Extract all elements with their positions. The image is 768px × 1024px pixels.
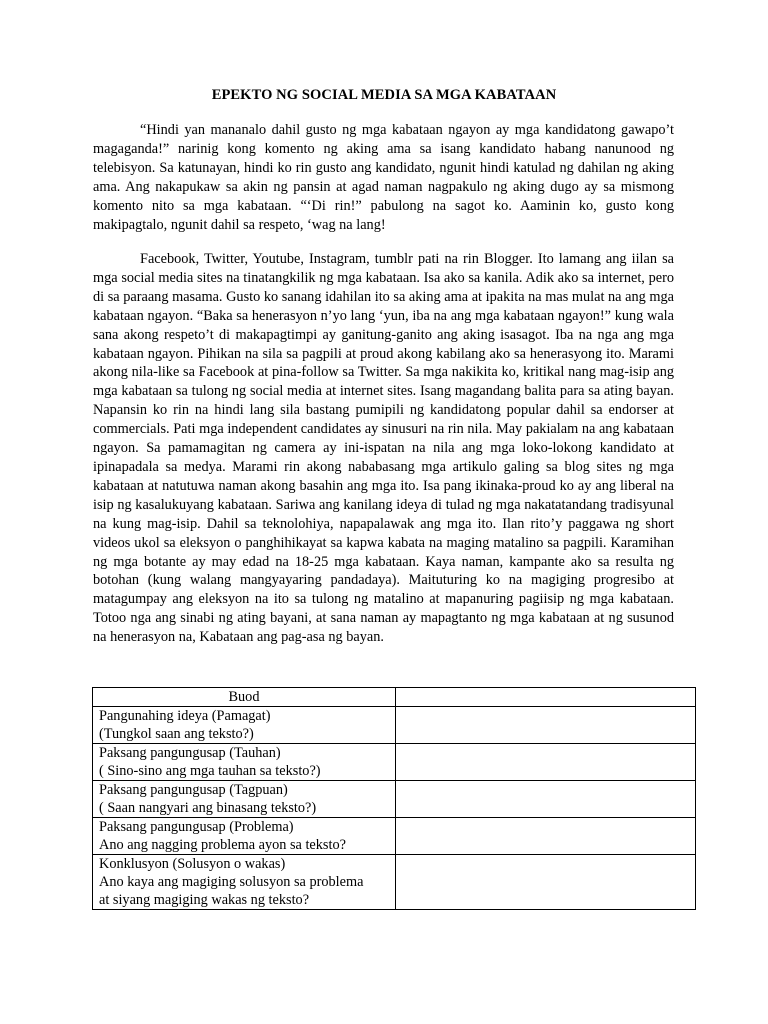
row-prompt-tagpuan (93, 781, 396, 818)
answer-cell-konklusyon[interactable] (396, 855, 696, 910)
row-prompt-tauhan (93, 744, 396, 781)
summary-table-header-blank (396, 688, 696, 707)
prompt-heading: Konklusyon (Solusyon o wakas) (99, 856, 286, 872)
table-row (93, 744, 696, 781)
prompt-question: Ano ang nagging problema ayon sa teksto? (99, 837, 346, 853)
prompt-question: ( Saan nangyari ang binasang teksto?) (99, 800, 317, 816)
document-title: EPEKTO NG SOCIAL MEDIA SA MGA KABATAAN (211, 87, 557, 103)
answer-cell-problema[interactable] (396, 818, 696, 855)
answer-cell-tagpuan[interactable] (396, 781, 696, 818)
row-prompt-konklusyon (93, 855, 396, 910)
table-row (93, 818, 696, 855)
paragraph-1: “Hindi yan mananalo dahil gusto ng mga kabataan ngayon ay mga kandidatong gawapo’t magaganda!” narinig kong komento ng aking ama sa isang kandidato habang nanunood ng telebisyon. Sa katunayan, hindi ko rin gusto ang kandidato, ngunit hindi katulad ng dahilan ng aking ama. Ang nakapukaw sa akin ng pansin at agad naman nagpakulo ng aking dugo ay sa mismong komento nito sa mga kabataan. “‘Di rin!” pabulong na sagot ko. Aaminin ko, gusto kong makipagtalo, ngunit dahil sa respeto, ‘wag na lang! (93, 122, 674, 233)
prompt-question: (Tungkol saan ang teksto?) (99, 726, 254, 742)
prompt-heading: Pangunahing ideya (Pamagat) (99, 708, 271, 724)
answer-cell-tauhan[interactable] (396, 744, 696, 781)
row-prompt-problema (93, 818, 396, 855)
prompt-question: Ano kaya ang magiging solusyon sa problema (99, 874, 364, 890)
table-row (93, 781, 696, 818)
table-row (93, 855, 696, 910)
table-row (93, 707, 696, 744)
prompt-heading: Paksang pangungusap (Tauhan) (99, 745, 281, 761)
prompt-question-cont: at siyang magiging wakas ng teksto? (99, 892, 310, 908)
summary-table-header-row (93, 688, 696, 707)
prompt-heading: Paksang pangungusap (Problema) (99, 819, 294, 835)
summary-table (92, 687, 696, 910)
prompt-heading: Paksang pangungusap (Tagpuan) (99, 782, 288, 798)
paragraph-2: Facebook, Twitter, Youtube, Instagram, tumblr pati na rin Blogger. Ito lamang ang iilan sa mga social media sites na tinatangkilik ng mga kabataan. Isa ako sa kanila. Adik ako sa internet, pero di sa paraang masama. Gusto ko sanang idahilan ito sa aking ama at ipakita na mas mulat na ang mga kabataan ngayon. “Baka sa henerasyon n’yo lang ‘yun, iba na ang mga kabataan ngayon!” kung wala sana akong respeto’t di makapagtimpi ay ganitung-ganito ang aking isasagot. Iba na nga ang mga kabataan ngayon. Pihikan na sila sa pagpili at proud akong kabilang ako sa henerasyong ito. Marami akong nila-like sa Facebook at pina-follow sa Twitter. Sa mga nakikita ko, kritikal nang mag-isip ang mga kabataan sa tulong ng social media at internet sites. Isang magandang balita para sa ating bayan. Napansin ko rin na hindi lang sila bastang pumipili ng kandidatong popular dahil sa endorser at commercials. Pati mga independent candidates ay sinusuri na rin nila. May pakialam na ang kabataan ngayon. Sa pamamagitan ng camera ay ini-ispatan na nila ang mga loko-lokong kandidato at ipinapadala sa medya. Marami rin akong nababasang mga artikulo galing sa blog sites ng mga kabataan at natutuwa naman akong basahin ang mga ito. Isa pang ikinaka-proud ko ay ang liberal na isip ng kasalukuyang kabataan. Sariwa ang kanilang ideya di tulad ng mga nakatatandang tradisyunal na kung mag-isip. Dahil sa teknolohiya, napapalawak ang mga ito. Ilan rito’y paggawa ng short videos ukol sa eleksyon o panghihikayat sa kapwa kabata na maging matalino sa pagpili. Karamihan ng mga botante ay may edad na 18-25 mga kabataan. Kaya naman, kampante ako sa resulta ng botohan (kung walang mangyayaring pandadaya). Maituturing ko na magiging progresibo at matagumpay ang eleksyon na ito sa tulong ng matalino at mapanuring pagiisip ng mga kabataan. Totoo nga ang sinabi ng ating bayani, at sana naman ay mapagtanto ng mga kabataan at ng susunod na henerasyon na, Kabataan ang pag-asa ng bayan. (93, 251, 674, 646)
answer-cell-pamagat[interactable] (396, 707, 696, 744)
row-prompt-pamagat (93, 707, 396, 744)
summary-table-header: Buod (93, 688, 396, 707)
prompt-question: ( Sino-sino ang mga tauhan sa teksto?) (99, 763, 321, 779)
